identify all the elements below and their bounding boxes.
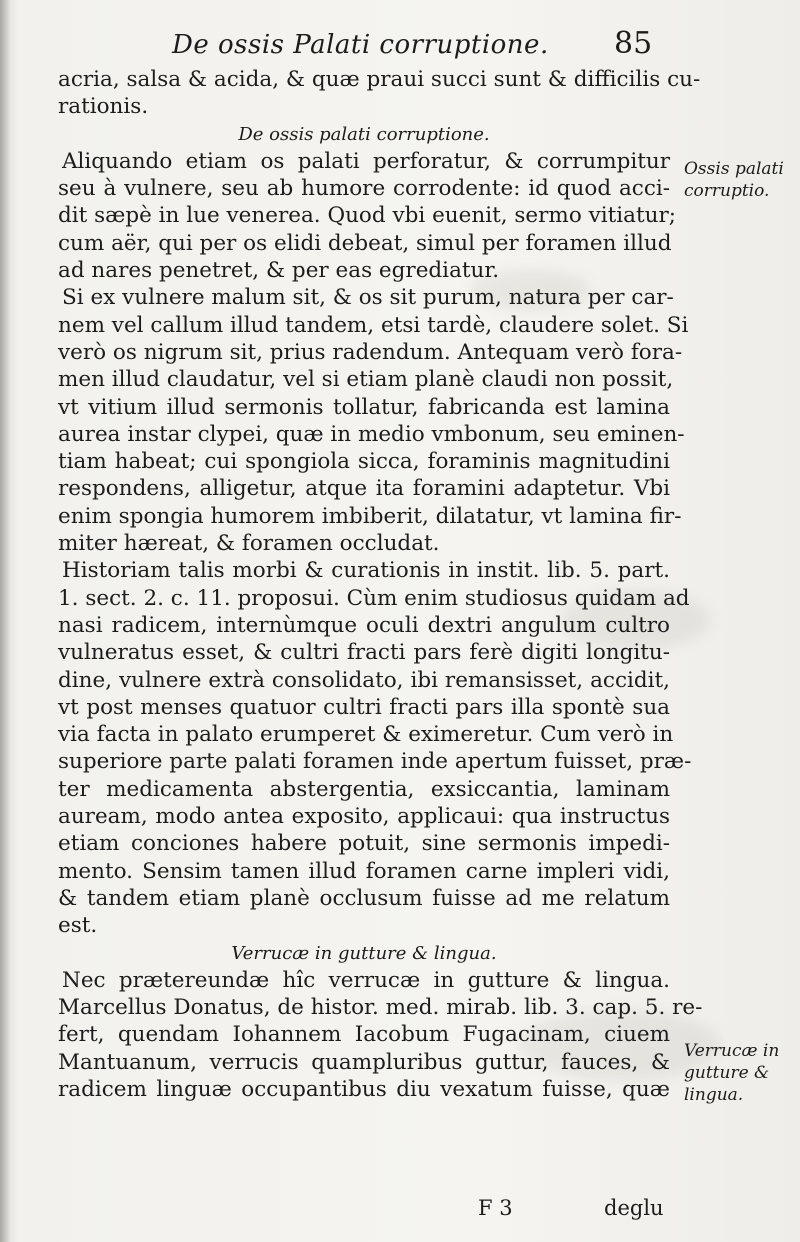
text-line: ad nares penetret, & per eas egrediatur. [58, 258, 500, 284]
text-line: tiam habeat; cui spongiola sicca, foraminis magnitudini [58, 449, 670, 475]
text-line: 1. sect. 2. c. 11. proposui. Cùm enim studiosus quidam ad [58, 585, 690, 611]
text-line: enim spongia humorem imbiberit, dilatatur, vt lamina fir- [58, 503, 682, 529]
text-line: verò os nigrum sit, prius radendum. Antequam verò fora- [58, 339, 683, 365]
section-heading: Verrucæ in gutture & lingua. [231, 942, 497, 964]
marginal-note-verrucae: Verrucæ in gutture & lingua. [684, 1041, 780, 1105]
text-line: vt post menses quatuor cultri fracti pars illa spontè sua [58, 694, 670, 720]
paragraph-first-line: Nec prætereundæ hîc verrucæ in gutture & lingua. [62, 967, 670, 993]
text-line: vulneratus esset, & cultri fracti pars ferè digiti longitu- [58, 640, 670, 666]
text-line: est. [58, 913, 98, 939]
text-line: aurea instar clypei, quæ in medio vmbonum, seu eminen- [58, 421, 685, 447]
text-line: acria, salsa & acida, & quæ praui succi sunt & difficilis cu- [58, 67, 701, 92]
text-line: auream, modo antea exposito, applicaui: qua instructus [58, 804, 670, 830]
page-footer [0, 1196, 800, 1226]
section-heading: De ossis palati corruptione. [238, 123, 490, 145]
paragraph-first-line: Historiam talis morbi & curationis in instit. lib. 5. part. [62, 558, 670, 584]
main-text-block [58, 66, 703, 1103]
text-line: superiore parte palati foramen inde apertum fuisset, præ- [58, 749, 692, 775]
text-line: nasi radicem, internùmque oculi dextri angulum cultro [58, 612, 670, 638]
text-line: respondens, alligetur, atque ita foramini adaptetur. Vbi [58, 476, 670, 502]
text-line: fert, quendam Iohannem Iacobum Fugacinam, ciuem [58, 1022, 670, 1048]
paragraph-first-line: Si ex vulnere malum sit, & os sit purum, natura per car- [62, 285, 674, 311]
text-line: radicem linguæ occupantibus diu vexatum fuisse, quæ [58, 1076, 670, 1102]
text-line: dine, vulnere extrà consolidato, ibi remansisset, accidit, [58, 667, 670, 693]
text-line: & tandem etiam planè occlusum fuisse ad me relatum [58, 885, 670, 911]
text-line: rationis. [58, 94, 149, 120]
text-line: via facta in palato erumperet & eximeretur. Cum verò in [58, 722, 674, 748]
page-number: 85 [614, 26, 653, 61]
text-line: ter medicamenta abstergentia, exsiccantia, laminam [58, 776, 670, 802]
text-line: vt vitium illud sermonis tollatur, fabricanda est lamina [58, 394, 670, 420]
text-line: nem vel callum illud tandem, etsi tardè, claudere solet. Si [58, 312, 689, 338]
text-line: men illud claudatur, vel si etiam planè claudi non possit, [58, 367, 674, 393]
text-line: Mantuanum, verrucis quampluribus guttur, fauces, & [58, 1049, 670, 1075]
paragraph-first-line: Aliquando etiam os palati perforatur, & corrumpitur [62, 148, 670, 174]
text-line: miter hæreat, & foramen occludat. [58, 531, 440, 557]
text-line: etiam conciones habere potuit, sine sermonis impedi- [58, 831, 670, 857]
text-line: dit sæpè in lue venerea. Quod vbi euenit, sermo vitiatur; [58, 203, 676, 229]
running-title: De ossis Palati corruptione. [172, 30, 549, 60]
text-line: cum aër, qui per os elidi debeat, simul per foramen illud [58, 230, 672, 256]
text-line: Marcellus Donatus, de histor. med. mirab. lib. 3. cap. 5. re- [58, 995, 703, 1021]
catchword: deglu [604, 1196, 664, 1220]
text-line: mento. Sensim tamen illud foramen carne impleri vidi, [58, 858, 670, 884]
text-line: seu à vulnere, seu ab humore corrodente: id quod acci- [58, 176, 670, 202]
marginal-note-palate: Ossis palati corruptio. [684, 159, 784, 201]
page-header [0, 26, 800, 66]
page-edge-shadow [0, 0, 10, 1242]
signature-mark: F 3 [478, 1196, 513, 1220]
